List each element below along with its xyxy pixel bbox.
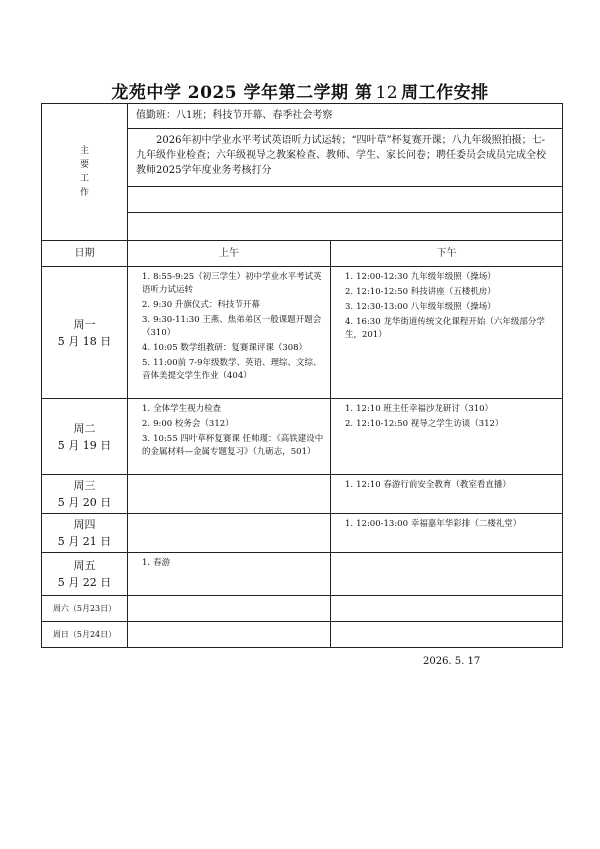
day-date: 5 月 21 日 [57,535,112,548]
list-item [345,418,556,431]
day-name: 周一 [73,317,96,331]
header-pm: 下午 [331,241,563,267]
pm-cell [331,622,563,648]
item-text: 16:30 龙华街道传统文化课程开始（六年级部分学生，201） [345,317,545,340]
duty-text: 值勤班：八1班；科技节开幕、春季社会考察 [128,104,563,129]
day-row-tuesday [42,399,563,475]
list-item [345,403,556,416]
pm-cell [331,399,563,475]
pm-cell [331,553,563,596]
item-text: 12:30-13:00 八年级年级照（操场） [356,302,496,312]
item-number: 1. [345,404,354,414]
day-cell [42,514,128,553]
item-text: 全体学生视力检查 [153,404,222,414]
item-number: 1. [345,519,354,529]
item-number: 1. [345,272,354,282]
pm-cell [331,475,563,514]
item-text: 春游 [153,558,171,568]
day-name: 周三 [73,479,96,492]
list-item [142,314,324,340]
pm-cell [331,596,563,622]
item-text: 9:30 升旗仪式：科技节开幕 [153,300,260,310]
list-item [345,316,556,342]
main-work-label-char: 主 [79,146,89,156]
week-number: 12 [375,83,399,103]
list-item [345,301,556,314]
main-work-label-char: 工 [79,174,89,184]
list-item [345,518,556,531]
item-text: 9:30-11:30 王燕、焦弟弟区一般课题开题会（310） [142,315,322,338]
am-cell [128,399,331,475]
list-item [142,342,324,355]
day-name: 周二 [73,421,96,435]
blank-cell [128,187,563,213]
item-text: 10:55 四叶草杯复赛课 任帅瑾：《高铁建设中的金属材料—金属专题复习》（九砺志，501） [142,434,324,457]
item-text: 8:55-9:25（初三学生）初中学业水平考试英语听力试运转 [142,272,322,295]
item-number: 1. [142,404,151,414]
item-text: 9:00 校务会（312） [153,419,234,429]
item-text: 12:00-13:00 幸福嘉年华彩排（二楼礼堂） [356,519,522,529]
header-am: 上午 [128,241,331,267]
item-number: 3. [142,315,151,325]
weekend-label: 周日（5月24日） [42,622,128,648]
list-item [142,557,324,570]
main-work-label-char: 要 [79,160,89,170]
day-date: 5 月 18 日 [57,334,112,348]
main-work-note: 2026年初中学业水平考试英语听力试运转；“四叶草”杯复赛开课；八九年级照拍摄；七-九年级作业检查；六年级视导之教案检查、教师、学生、家长问卷；聘任委员会成员完成全校教师2025学年度业务考核打分 [128,129,563,187]
item-number: 5. [142,358,151,368]
list-item [142,357,324,383]
pm-cell [331,267,563,399]
title-suffix: 周工作安排 [401,83,489,103]
item-text: 10:05 数学组教研：复赛课评课（308） [153,343,308,353]
day-date: 5 月 19 日 [57,438,112,452]
header-row [42,241,563,267]
item-text: 11:00前 7-9年级数学、英语、理综、文综、音体美提交学生作业（404） [142,358,322,381]
day-cell [42,475,128,514]
item-number: 2. [345,419,354,429]
day-name: 周四 [73,518,96,531]
list-item [142,299,324,312]
weekend-label: 周六（5月23日） [42,596,128,622]
header-date: 日期 [42,241,128,267]
item-number: 3. [345,302,354,312]
item-number: 1. [142,558,151,568]
item-text: 12:10 春游行前安全教育（教室看直播） [356,480,511,490]
day-cell [42,399,128,475]
list-item [345,271,556,284]
am-cell [128,596,331,622]
duty-row [42,104,563,129]
item-number: 2. [142,300,151,310]
day-date: 5 月 22 日 [57,576,112,589]
list-item [142,418,324,431]
page-title [0,78,600,103]
pm-cell [331,514,563,553]
main-work-label-char: 作 [79,188,89,198]
am-cell [128,514,331,553]
item-number: 2. [142,419,151,429]
list-item [142,433,324,459]
item-number: 1. [345,480,354,490]
am-cell [128,622,331,648]
schedule-table [41,103,563,648]
day-row-friday [42,553,563,596]
day-date: 5 月 20 日 [57,496,112,509]
day-cell [42,553,128,596]
item-number: 4. [142,343,151,353]
footer-date: 2026. 5. 17 [423,656,481,667]
item-text: 12:10-12:50 视导之学生访谈（312） [356,419,504,429]
blank-cell [128,213,563,241]
item-number: 2. [345,287,354,297]
day-cell [42,267,128,399]
list-item [142,403,324,416]
main-work-label [42,104,128,241]
am-cell [128,553,331,596]
day-row-wednesday [42,475,563,514]
item-text: 12:10-12:50 科技讲座（五楼机房） [356,287,496,297]
day-row-thursday [42,514,563,553]
item-text: 12:00-12:30 九年级年级照（操场） [356,272,496,282]
am-cell [128,267,331,399]
list-item [345,479,556,492]
day-name: 周五 [73,559,96,572]
list-item [142,271,324,297]
list-item [345,286,556,299]
item-number: 4. [345,317,354,327]
day-row-sunday [42,622,563,648]
title-prefix: 龙苑中学 2025 学年第二学期 第 [111,83,373,103]
day-row-monday [42,267,563,399]
item-text: 12:10 班主任幸福沙龙研讨（310） [356,404,494,414]
item-number: 1. [142,272,151,282]
item-number: 3. [142,434,151,444]
am-cell [128,475,331,514]
day-row-saturday [42,596,563,622]
